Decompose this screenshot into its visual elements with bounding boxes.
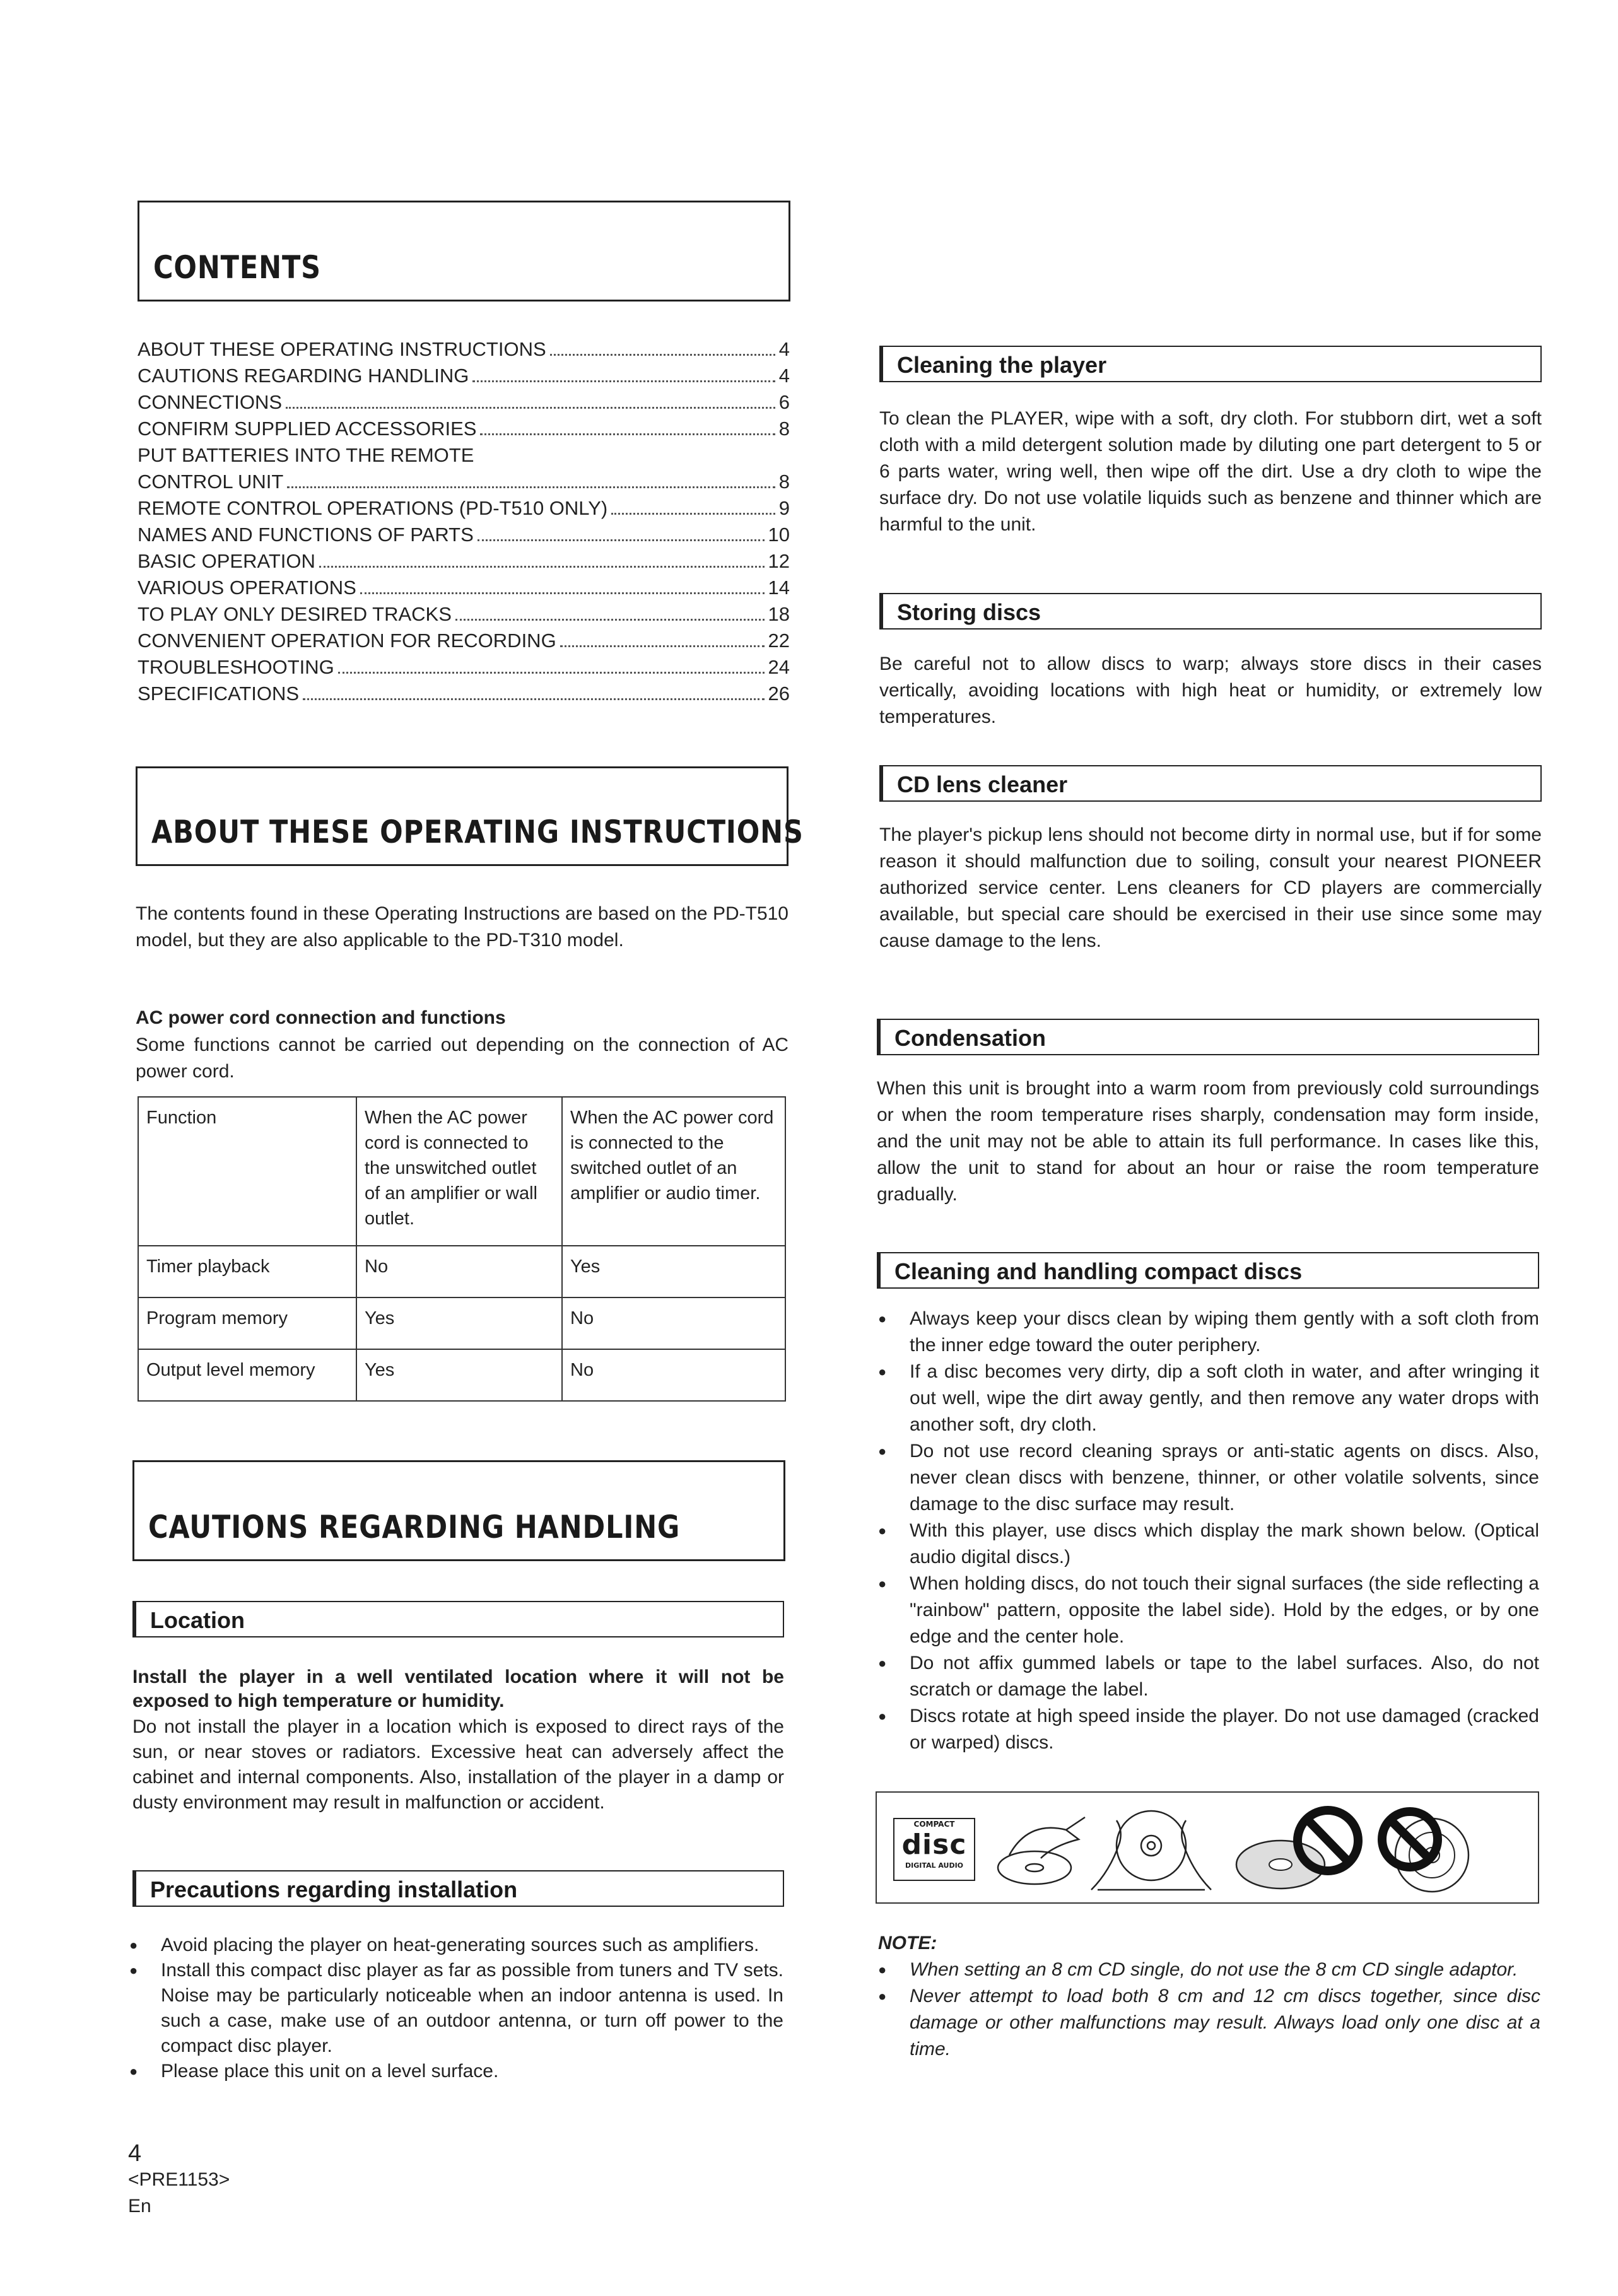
doc-code: <PRE1153> bbox=[128, 2169, 230, 2190]
contents-title: CONTENTS bbox=[153, 249, 321, 286]
toc-leader-dots bbox=[287, 486, 775, 488]
toc-entry bbox=[138, 654, 790, 681]
toc-entry bbox=[138, 469, 790, 495]
toc-leader-dots bbox=[611, 513, 775, 515]
table-cell: Timer playback bbox=[138, 1246, 356, 1297]
lens-text: The player's pickup lens should not become dirty in normal use, but if for some reason it should malfunction due to soiling, consult your nearest PIONEER authorized service center. Lens cleaners for CD players are commercially available, but special care should be exercised in their use since some may cause damage to the lens. bbox=[879, 824, 1542, 951]
toc-entry-page: 22 bbox=[768, 630, 790, 652]
cleaning-player-text: To clean the PLAYER, wipe with a soft, dry cloth. For stubborn dirt, wet a soft cloth with a mild detergent solution made by diluting one part detergent to 5 or 6 parts water, wring well, then wipe off the dirt. Use a dry cloth to wipe the surface dry. Do not use volatile liquids such as benzene and thinner which are harmful to the unit. bbox=[879, 408, 1542, 535]
toc-entry bbox=[138, 681, 790, 707]
prohibited-disc-touch-icon bbox=[1236, 1810, 1358, 1889]
list-item: ● Do not use record cleaning sprays or anti-static agents on discs. Also, never clean discs with benzene, thinner, or other volatile solvents, since damage to the disc surface may result. bbox=[878, 1438, 1539, 1518]
prohibited-damaged-disc-icon bbox=[1382, 1812, 1469, 1892]
toc-entry-page: 24 bbox=[768, 656, 790, 678]
footer bbox=[128, 2140, 230, 2220]
toc-entry-page: 12 bbox=[768, 550, 790, 572]
toc-entry-page: 4 bbox=[778, 365, 790, 387]
toc-leader-dots bbox=[472, 380, 775, 382]
toc-entry bbox=[138, 336, 790, 363]
toc-entry-page: 18 bbox=[768, 603, 790, 625]
toc-leader-dots bbox=[560, 645, 765, 647]
toc-entry-label: TROUBLESHOOTING bbox=[138, 656, 334, 678]
table-cell: Yes bbox=[356, 1297, 562, 1349]
toc-leader-dots bbox=[286, 407, 775, 409]
toc-entry-page: 4 bbox=[778, 338, 790, 360]
language-code: En bbox=[128, 2196, 151, 2217]
table-cell: No bbox=[356, 1246, 562, 1297]
list-item: ● When holding discs, do not touch their signal surfaces (the side reflecting a "rainbow" pattern, opposite the label side). Hold by the edges, or by one edge and the center hole. bbox=[878, 1571, 1539, 1650]
toc-leader-dots bbox=[319, 566, 765, 568]
list-item: ● When setting an 8 cm CD single, do not use the 8 cm CD single adaptor. bbox=[878, 1957, 1540, 1983]
page-number: 4 bbox=[128, 2140, 142, 2167]
table-header-cell: When the AC power cord is connected to the unswitched outlet of an amplifier or wall outlet. bbox=[356, 1097, 562, 1246]
toc-entry-label: CONNECTIONS bbox=[138, 391, 283, 413]
toc-entry bbox=[138, 628, 790, 654]
toc-entry bbox=[138, 601, 790, 628]
contents-list bbox=[138, 336, 790, 707]
handling-header bbox=[877, 1252, 1539, 1289]
table-cell: Yes bbox=[356, 1349, 562, 1401]
table-header-row bbox=[138, 1097, 785, 1246]
hands-holding-disc-icon bbox=[1091, 1811, 1211, 1890]
contents-title-box bbox=[138, 201, 790, 302]
toc-entry bbox=[138, 575, 790, 601]
toc-leader-dots bbox=[360, 592, 765, 594]
toc-entry-page: 8 bbox=[778, 471, 790, 493]
precautions-title: Precautions regarding installation bbox=[150, 1877, 518, 1902]
location-bold: Install the player in a well ventilated location where it will not be exposed to high temperature or humidity. bbox=[132, 1666, 784, 1711]
disc-handling-drawings bbox=[990, 1795, 1533, 1902]
toc-entry-label: CONFIRM SUPPLIED ACCESSORIES bbox=[138, 418, 477, 440]
toc-entry-page: 9 bbox=[778, 497, 790, 519]
table-cell: No bbox=[562, 1349, 785, 1401]
toc-entry bbox=[138, 363, 790, 389]
logo-main-text: disc bbox=[901, 1829, 967, 1861]
lens-title: CD lens cleaner bbox=[897, 771, 1068, 797]
toc-entry bbox=[138, 416, 790, 442]
toc-entry bbox=[138, 442, 790, 469]
toc-entry-page: 8 bbox=[778, 418, 790, 440]
list-item: ● With this player, use discs which display the mark shown below. (Optical audio digital discs.) bbox=[878, 1518, 1539, 1571]
toc-entry-label: CAUTIONS REGARDING HANDLING bbox=[138, 365, 469, 387]
table-row bbox=[138, 1297, 785, 1349]
table-row bbox=[138, 1246, 785, 1297]
location-text: Do not install the player in a location which is exposed to direct rays of the sun, or near stoves or radiators. Excessive heat can adversely affect the cabinet and internal components. Also, installation of the player in a damp or dusty environment may result in malfunction or accident. bbox=[132, 1716, 784, 1813]
list-item: ● Install this compact disc player as far as possible from tuners and TV sets. Noise may be particularly noticeable when an indoor antenna is used. In such a case, make use of an outdoor antenna, or turn off power to the compact disc player. bbox=[129, 1958, 783, 2059]
handling-list bbox=[878, 1306, 1539, 1756]
compact-disc-logo bbox=[893, 1818, 975, 1881]
toc-entry-label: CONVENIENT OPERATION FOR RECORDING bbox=[138, 630, 556, 652]
logo-top-text: COMPACT bbox=[913, 1820, 955, 1829]
toc-entry-label: CONTROL UNIT bbox=[138, 471, 284, 493]
about-intro: The contents found in these Operating Instructions are based on the PD-T510 model, but they are also applicable to the PD-T310 model. bbox=[136, 903, 788, 951]
toc-leader-dots bbox=[478, 539, 765, 541]
list-item: ● Always keep your discs clean by wiping them gently with a soft cloth from the inner edge toward the outer periphery. bbox=[878, 1306, 1539, 1359]
toc-entry bbox=[138, 495, 790, 522]
table-cell: Output level memory bbox=[138, 1349, 356, 1401]
toc-entry-label: SPECIFICATIONS bbox=[138, 682, 300, 705]
toc-entry-page: 6 bbox=[778, 391, 790, 413]
cautions-title-box bbox=[132, 1460, 785, 1561]
toc-entry-label: REMOTE CONTROL OPERATIONS (PD-T510 ONLY) bbox=[138, 497, 608, 519]
storing-title: Storing discs bbox=[897, 599, 1041, 625]
toc-entry-page: 26 bbox=[768, 682, 790, 705]
toc-entry-label: BASIC OPERATION bbox=[138, 550, 315, 572]
toc-entry-label: NAMES AND FUNCTIONS OF PARTS bbox=[138, 524, 474, 546]
disc-illustration-box bbox=[876, 1791, 1539, 1904]
note-section bbox=[878, 1930, 1540, 2063]
list-item: ● Avoid placing the player on heat-generating sources such as amplifiers. bbox=[129, 1933, 783, 1958]
table-cell: Yes bbox=[562, 1246, 785, 1297]
toc-entry-label: ABOUT THESE OPERATING INSTRUCTIONS bbox=[138, 338, 546, 360]
location-title: Location bbox=[150, 1607, 245, 1633]
toc-leader-dots bbox=[455, 619, 765, 621]
toc-leader-dots bbox=[480, 433, 775, 435]
condensation-title: Condensation bbox=[894, 1025, 1046, 1051]
cleaning-player-header bbox=[879, 346, 1542, 382]
toc-entry bbox=[138, 389, 790, 416]
table-cell: No bbox=[562, 1297, 785, 1349]
table-row bbox=[138, 1349, 785, 1401]
disc-wipe-icon bbox=[998, 1817, 1085, 1884]
table-cell: Program memory bbox=[138, 1297, 356, 1349]
toc-entry-label: TO PLAY ONLY DESIRED TRACKS bbox=[138, 603, 452, 625]
precautions-list bbox=[129, 1933, 783, 2084]
logo-bottom-text: DIGITAL AUDIO bbox=[905, 1861, 964, 1870]
precautions-header bbox=[132, 1870, 784, 1907]
about-title: ABOUT THESE OPERATING INSTRUCTIONS bbox=[151, 814, 804, 850]
toc-entry-page: 10 bbox=[768, 524, 790, 546]
list-item: ● Discs rotate at high speed inside the player. Do not use damaged (cracked or warped) discs. bbox=[878, 1703, 1539, 1756]
list-item: ● If a disc becomes very dirty, dip a soft cloth in water, and after wringing it out well, wipe the dirt away gently, and then remove any water drops with another soft, dry cloth. bbox=[878, 1359, 1539, 1438]
storing-text: Be careful not to allow discs to warp; always store discs in their cases vertically, avoiding locations with high heat or humidity, or extremely low temperatures. bbox=[879, 653, 1542, 727]
handling-title: Cleaning and handling compact discs bbox=[894, 1258, 1303, 1284]
about-title-box bbox=[136, 766, 804, 866]
toc-leader-dots bbox=[303, 698, 764, 700]
condensation-header bbox=[877, 1019, 1539, 1055]
toc-entry-page: 14 bbox=[768, 577, 790, 599]
toc-leader-dots bbox=[338, 672, 765, 674]
toc-entry-label: VARIOUS OPERATIONS bbox=[138, 577, 356, 599]
table-header-cell: Function bbox=[138, 1097, 356, 1246]
toc-entry-label: PUT BATTERIES INTO THE REMOTE bbox=[138, 444, 474, 466]
ac-function-table bbox=[138, 1096, 786, 1402]
lens-header bbox=[879, 765, 1542, 802]
cautions-title: CAUTIONS REGARDING HANDLING bbox=[148, 1509, 681, 1545]
toc-entry bbox=[138, 522, 790, 548]
toc-entry bbox=[138, 548, 790, 575]
storing-header bbox=[879, 593, 1542, 630]
location-header bbox=[132, 1601, 784, 1637]
list-item: ● Do not affix gummed labels or tape to the label surfaces. Also, do not scratch or damage the label. bbox=[878, 1650, 1539, 1703]
note-title: NOTE: bbox=[878, 1933, 937, 1953]
condensation-text: When this unit is brought into a warm room from previously cold surroundings or when the room temperature rises sharply, condensation may form inside, and the unit may not be able to attain its full performance. In cases like this, allow the unit to stand for about an hour or raise the room temperature gradually. bbox=[877, 1078, 1539, 1205]
cleaning-player-title: Cleaning the player bbox=[897, 352, 1107, 378]
toc-leader-dots bbox=[550, 354, 775, 356]
ac-heading: AC power cord connection and functions bbox=[136, 1007, 506, 1028]
ac-text: Some functions cannot be carried out depending on the connection of AC power cord. bbox=[136, 1034, 788, 1082]
table-header-cell: When the AC power cord is connected to the switched outlet of an amplifier or audio timer. bbox=[562, 1097, 785, 1246]
list-item: ● Please place this unit on a level surface. bbox=[129, 2059, 783, 2084]
list-item: ● Never attempt to load both 8 cm and 12 cm discs together, since disc damage or other malfunctions may result. Always load only one disc at a time. bbox=[878, 1983, 1540, 2063]
